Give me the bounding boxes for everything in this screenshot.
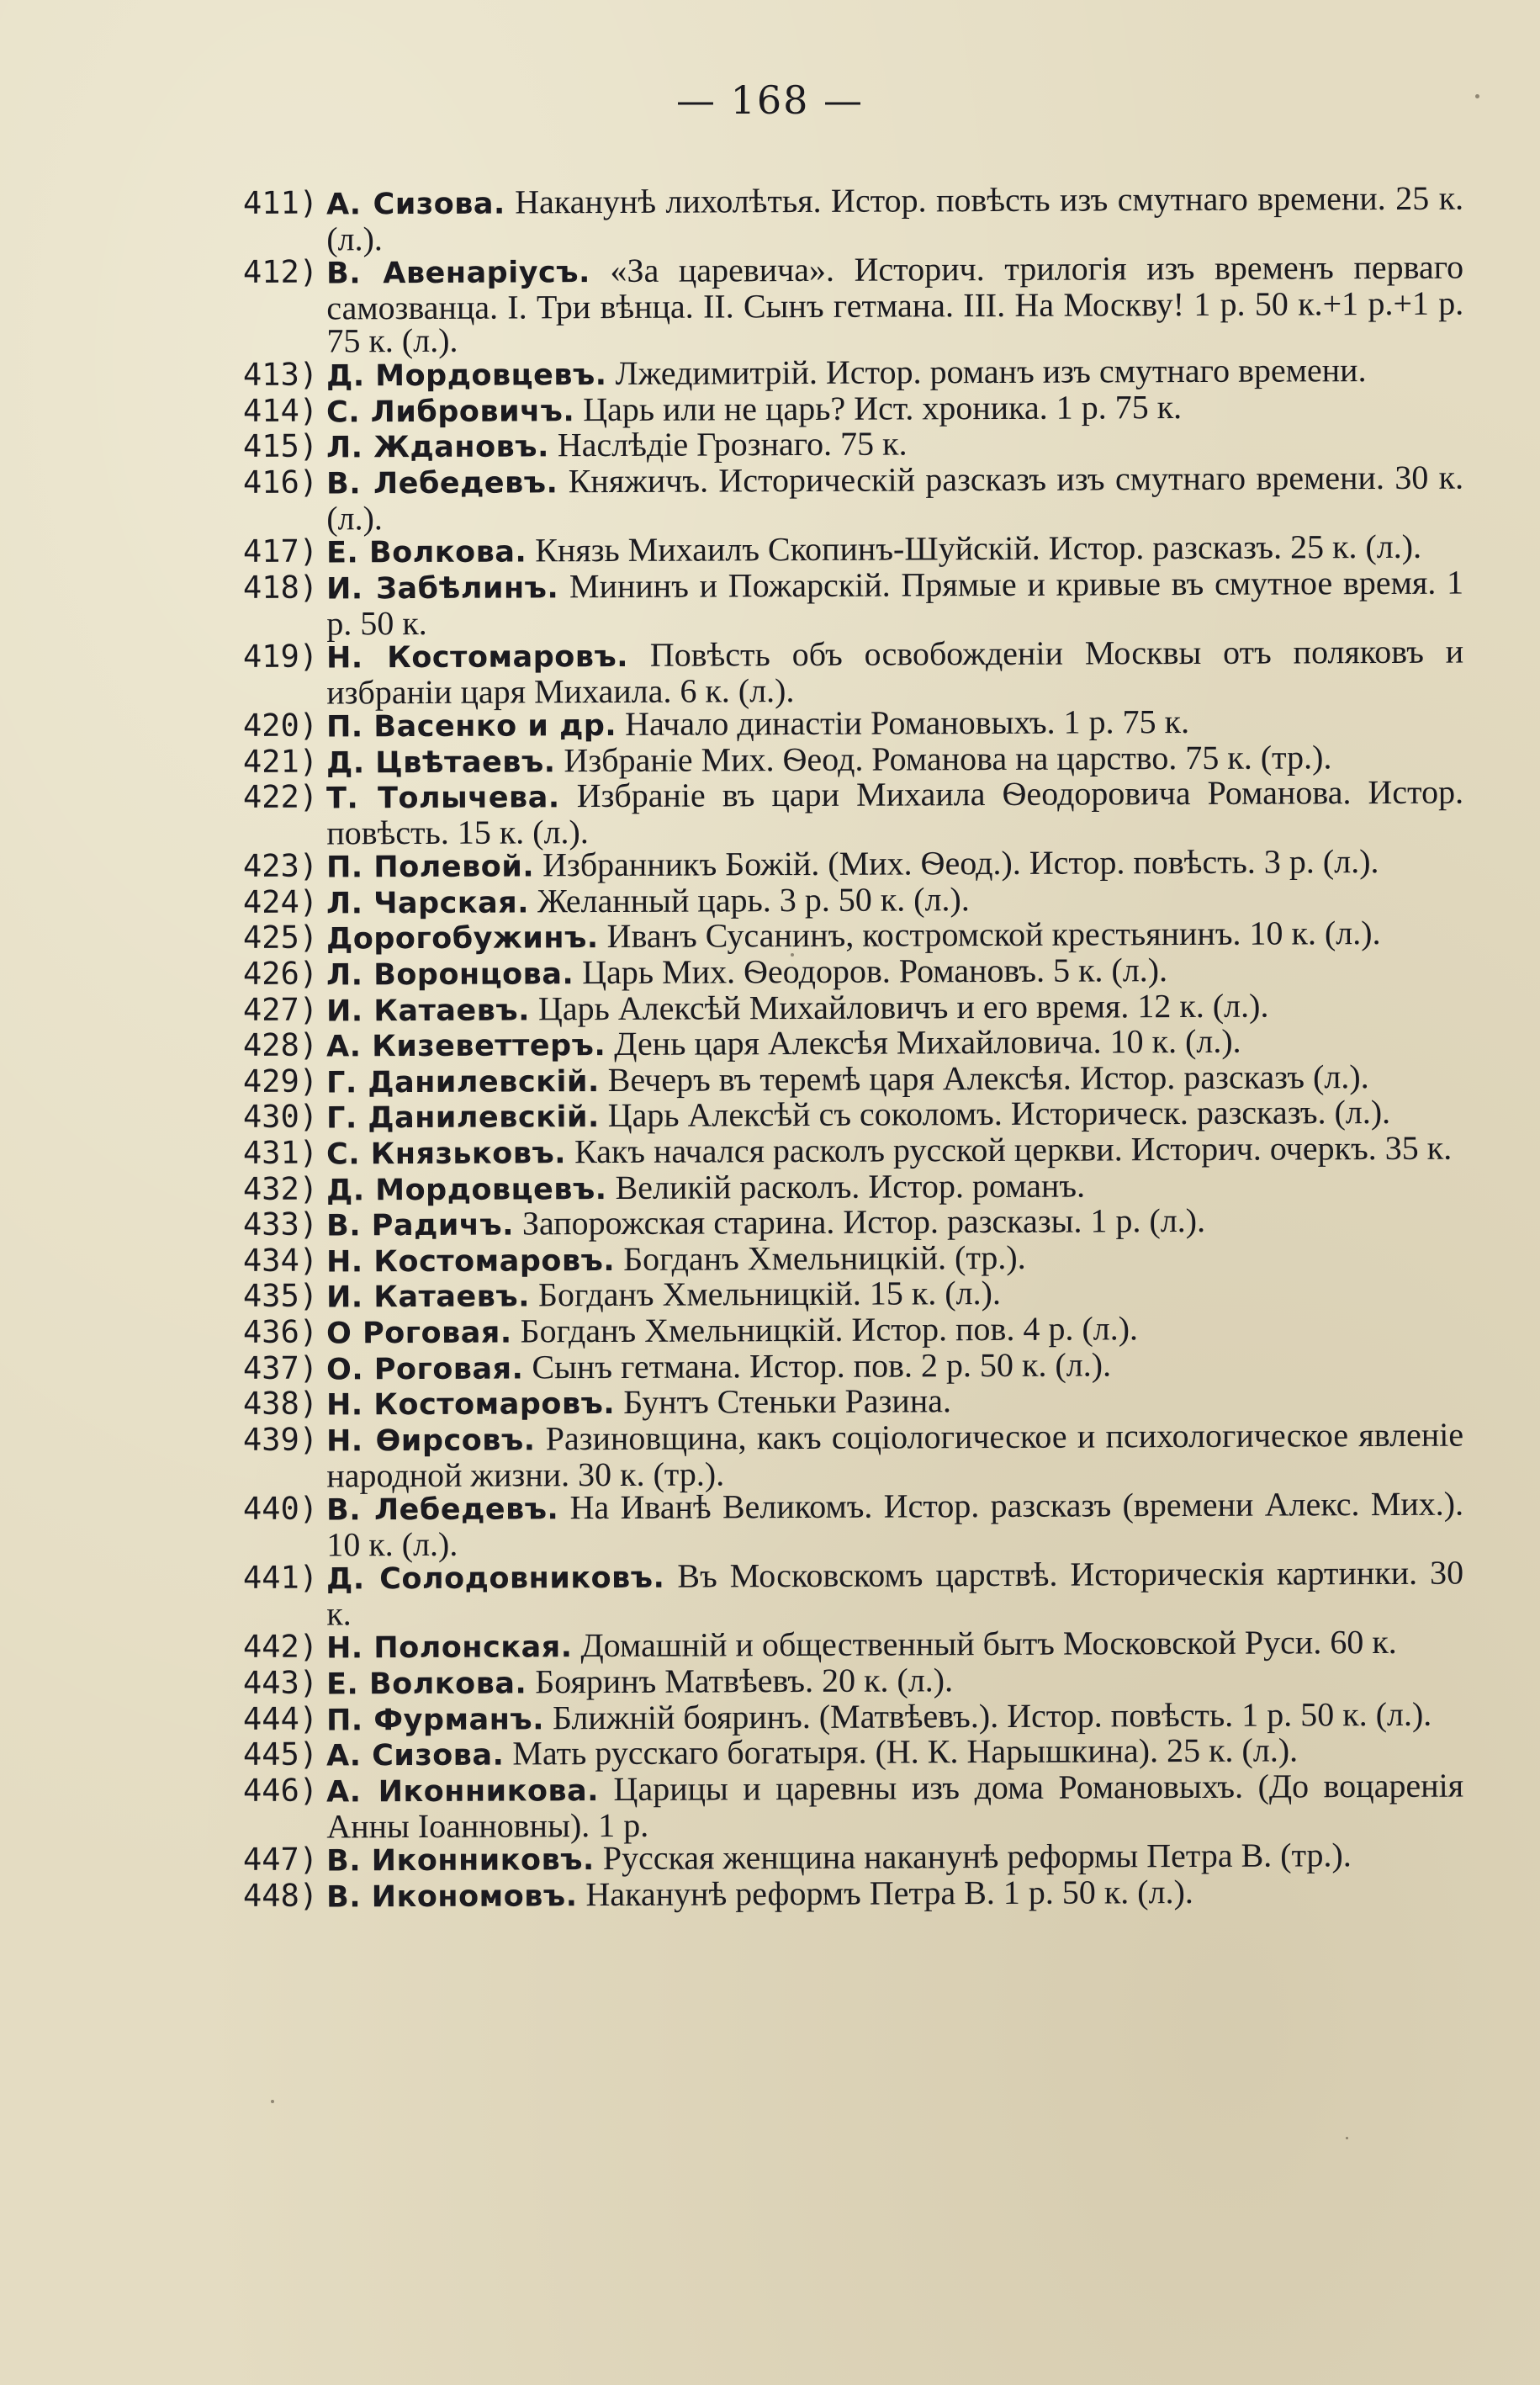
- entry-author: О. Роговая.: [326, 1352, 524, 1387]
- entry-title: «За царевича». Историч. трилогія изъ временъ перваго самозванца. I. Три вѣнца. II. Сынъ гетмана. III. На Москву! 1 р. 50 к.+1 р.+1 р. 75 к. (л.).: [326, 247, 1464, 360]
- bibliography-entry: [227, 1553, 1464, 1633]
- bibliography-entry: [227, 842, 1463, 886]
- entry-author: Е. Волкова.: [326, 1667, 527, 1702]
- entry-author: Н. Костомаровъ.: [326, 1387, 616, 1423]
- bibliography-entry: [227, 952, 1463, 994]
- entry-title: Великій расколъ. Истор. романъ.: [615, 1166, 1086, 1206]
- entry-title: Желанный царь. 3 р. 50 к. (л.).: [537, 880, 970, 920]
- bibliography-entry: [227, 1203, 1463, 1244]
- entry-number: 445): [242, 1736, 319, 1773]
- bibliography-entry: [227, 565, 1463, 640]
- entry-author: А. Иконникова.: [326, 1773, 600, 1810]
- entry-number: 447): [242, 1841, 319, 1878]
- entry-author: Л. Чарская.: [326, 886, 530, 921]
- paper-speck: [1289, 1443, 1294, 1446]
- entry-author: П. Полевой.: [326, 850, 535, 885]
- entry-author: О Роговая.: [326, 1316, 512, 1351]
- bibliography-entry: [227, 1415, 1464, 1494]
- entry-title: Царь Алексѣй съ соколомъ. Историческ. разсказъ. (л.).: [607, 1093, 1391, 1135]
- entry-title: Мать русскаго богатыря. (Н. К. Нарышкина). 25 к. (л.).: [512, 1730, 1299, 1773]
- entry-author: Д. Мордовцевъ.: [326, 1172, 607, 1208]
- entry-title: Избраніе въ цари Михаила Ѳеодоровича Романова. Истор. повѣсть. 15 к. (л.).: [326, 772, 1464, 852]
- bibliography-entry: [227, 1837, 1463, 1879]
- entry-title: Князь Михаилъ Скопинъ-Шуйскій. Истор. разсказъ. 25 к. (л.).: [535, 527, 1422, 570]
- entry-number: 420): [242, 707, 319, 744]
- entry-author: Н. Костомаровъ.: [326, 639, 629, 676]
- entry-title: Царь Алексѣй Михайловичъ и его время. 12 к. (л.).: [537, 986, 1269, 1028]
- bibliography-entry: [227, 1874, 1463, 1915]
- bibliography-entry: [227, 772, 1464, 852]
- entry-author: В. Лебедевъ.: [326, 1492, 559, 1528]
- entry-author: Г. Данилевскій.: [326, 1100, 600, 1136]
- entry-number: 434): [242, 1242, 319, 1279]
- entry-number: 444): [242, 1700, 319, 1737]
- entry-number: 415): [242, 427, 319, 465]
- entry-number: 422): [242, 778, 319, 816]
- entry-title: Вечеръ въ теремѣ царя Алексѣя. Истор. разсказъ (л.).: [607, 1057, 1369, 1099]
- entry-title: Повѣсть объ освобожденіи Москвы отъ поляковъ и избраніи царя Михаила. 6 к. (л.).: [326, 632, 1464, 711]
- entry-author: В. Авенаріусъ.: [326, 256, 590, 291]
- bibliography-entry: [227, 1275, 1463, 1316]
- entry-author: Н. Полонская.: [326, 1630, 573, 1666]
- bibliography-entry: [227, 1128, 1463, 1173]
- bibliography-entry: [227, 1311, 1463, 1352]
- paper-speck: [791, 953, 794, 957]
- bibliography-entry: [227, 353, 1463, 395]
- entry-author: Е. Волкова.: [326, 535, 527, 570]
- entry-title: Царицы и царевны изъ дома Романовыхъ. (До воцаренія Анны Іоанновны). 1 р.: [326, 1766, 1464, 1845]
- entry-title: Ближній бояринъ. (Матвѣевъ.). Истор. повѣсть. 1 р. 50 к. (л.).: [552, 1694, 1432, 1736]
- entry-title: Богданъ Хмельницкій. 15 к. (л.).: [537, 1274, 1002, 1314]
- entry-title: Царь или не царь? Ист. хроника. 1 р. 75 к.: [583, 387, 1183, 428]
- entry-author: В. Икономовъ.: [326, 1879, 578, 1914]
- entry-number: 417): [242, 533, 319, 570]
- entry-number: 413): [242, 356, 319, 393]
- entry-title: Лжедимитрій. Истор. романъ изъ смутнаго времени.: [615, 351, 1367, 392]
- entry-title: Начало династіи Романовыхъ. 1 р. 75 к.: [625, 702, 1190, 743]
- entry-number: 440): [242, 1490, 319, 1527]
- page-number: — 168 —: [675, 77, 865, 123]
- entry-number: 428): [242, 1026, 319, 1064]
- entry-number: 442): [242, 1628, 319, 1666]
- entry-title: На Иванѣ Великомъ. Истор. разсказъ (времени Алекс. Мих.). 10 к. (л.).: [326, 1484, 1464, 1564]
- entry-title: Домашній и общественный бытъ Московской Руси. 60 к.: [580, 1623, 1397, 1665]
- entry-number: 441): [242, 1559, 319, 1597]
- paper-speck: [1346, 2137, 1348, 2139]
- entry-author: Н. Ѳирсовъ.: [326, 1423, 536, 1459]
- entry-author: И. Забѣлинъ.: [326, 570, 559, 607]
- entry-number: 437): [242, 1349, 319, 1386]
- entry-author: Л. Воронцова.: [326, 957, 574, 993]
- entry-number: 421): [242, 743, 319, 780]
- entry-author: А. Кизеветтеръ.: [326, 1029, 606, 1064]
- entry-author: В. Иконниковъ.: [326, 1843, 595, 1879]
- entry-number: 446): [242, 1772, 319, 1809]
- entry-title: Сынъ гетмана. Истор. пов. 2 р. 50 к. (л.).: [532, 1345, 1112, 1386]
- bibliography-entry: [227, 1484, 1464, 1564]
- entry-number: 448): [242, 1877, 319, 1914]
- entry-title: День царя Алексѣя Михайловича. 10 к. (л.).: [614, 1021, 1241, 1063]
- entry-number: 423): [242, 847, 319, 885]
- paper-speck: [271, 2100, 274, 2103]
- entry-title: Избранникъ Божій. (Мих. Ѳеод.). Истор. повѣсть. 3 р. (л.).: [542, 842, 1379, 884]
- bibliography-entry: [227, 634, 1463, 709]
- entry-title: Наканунѣ реформъ Петра В. 1 р. 50 к. (л.).: [585, 1872, 1193, 1913]
- bibliography-entry: [227, 460, 1463, 535]
- entry-number: 411): [242, 184, 319, 221]
- entry-author: И. Катаевъ.: [326, 1280, 531, 1315]
- entry-title: Запорожская старина. Истор. разсказы. 1 р. (л.).: [521, 1201, 1206, 1243]
- bibliography-entry: [227, 1768, 1463, 1843]
- entry-title: Мининъ и Пожарскій. Прямые и кривые въ смутное время. 1 р. 50 к.: [326, 563, 1464, 642]
- entry-author: В. Лебедевъ.: [326, 466, 558, 501]
- entry-author: П. Васенко и др.: [326, 708, 617, 745]
- entry-title: Бояринъ Матвѣевъ. 20 к. (л.).: [535, 1661, 954, 1701]
- entry-title: Какъ начался расколъ русской церкви. Историч. очеркъ. 35 к.: [574, 1128, 1453, 1171]
- entry-number: 431): [242, 1134, 319, 1171]
- entry-number: 427): [242, 991, 319, 1028]
- entry-title: Русская женщина наканунѣ реформы Петра В. (тр.).: [602, 1836, 1352, 1877]
- entry-number: 438): [242, 1385, 319, 1423]
- entry-author: Г. Данилевскій.: [326, 1064, 600, 1100]
- bibliography-entry: [227, 1625, 1463, 1667]
- bibliography-entry: [227, 178, 1464, 258]
- entry-author: А. Сизова.: [326, 1738, 505, 1773]
- bibliography-entry: [227, 247, 1464, 360]
- entry-author: С. Князьковъ.: [326, 1137, 567, 1172]
- entry-number: 436): [242, 1313, 319, 1350]
- entry-title: Богданъ Хмельницкій. (тр.).: [623, 1238, 1026, 1278]
- entry-author: Т. Толычева.: [326, 781, 560, 816]
- entry-title: Въ Московскомъ царствѣ. Историческія картинки. 30 к.: [326, 1553, 1464, 1633]
- entry-number: 429): [242, 1063, 319, 1100]
- entry-number: 426): [242, 955, 319, 992]
- entry-number: 430): [242, 1098, 319, 1136]
- entry-author: Н. Костомаровъ.: [326, 1243, 616, 1280]
- entry-number: 416): [242, 464, 319, 501]
- entry-author: А. Сизова.: [326, 187, 505, 222]
- entry-author: Л. Ждановъ.: [326, 430, 549, 465]
- entry-number: 419): [242, 638, 319, 675]
- entry-author: В. Радичъ.: [326, 1208, 515, 1243]
- entry-number: 439): [242, 1421, 319, 1458]
- entry-number: 424): [242, 883, 319, 920]
- entry-number: 433): [242, 1206, 319, 1243]
- entry-author: Д. Цвѣтаевъ.: [326, 745, 556, 780]
- entry-number: 435): [242, 1277, 319, 1315]
- bibliography-entry: [227, 916, 1463, 957]
- entry-author: Д. Солодовниковъ.: [326, 1561, 665, 1597]
- paper-speck: [1475, 94, 1479, 98]
- bibliography-list: [227, 178, 1464, 1915]
- entry-author: С. Либровичъ.: [326, 394, 575, 430]
- entry-title: Наканунѣ лихолѣтья. Истор. повѣсть изъ смутнаго времени. 25 к. (л.).: [326, 178, 1464, 258]
- entry-author: Д. Мордовцевъ.: [326, 358, 607, 394]
- entry-title: Княжичъ. Историческій разсказъ изъ смутнаго времени. 30 к. (л.).: [326, 458, 1464, 537]
- entry-title: Богданъ Хмельницкій. Истор. пов. 4 р. (л.).: [520, 1309, 1139, 1350]
- entry-number: 418): [242, 569, 319, 606]
- entry-title: Разиновщина, какъ соціологическое и психологическое явленіе народной жизни. 30 к. (тр.).: [326, 1415, 1464, 1494]
- entry-number: 414): [242, 392, 319, 429]
- entry-number: 425): [242, 919, 319, 957]
- entry-title: Иванъ Сусанинъ, костромской крестьянинъ. 10 к. (л.).: [606, 914, 1381, 956]
- entry-title: Бунтъ Стеньки Разина.: [623, 1381, 952, 1422]
- entry-title: Царь Мих. Ѳеодоров. Романовъ. 5 к. (л.).: [582, 951, 1168, 992]
- entry-number: 443): [242, 1664, 319, 1701]
- entry-title: Избраніе Мих. Ѳеод. Романова на царство. 75 к. (тр.).: [564, 737, 1332, 779]
- entry-author: И. Катаевъ.: [326, 994, 531, 1029]
- entry-number: 432): [242, 1170, 319, 1207]
- entry-author: Дорогобужинъ.: [326, 921, 599, 957]
- entry-author: П. Фурманъ.: [326, 1702, 545, 1738]
- entry-title: Наслѣдіе Грознаго. 75 к.: [557, 424, 908, 464]
- entry-number: 412): [242, 253, 319, 291]
